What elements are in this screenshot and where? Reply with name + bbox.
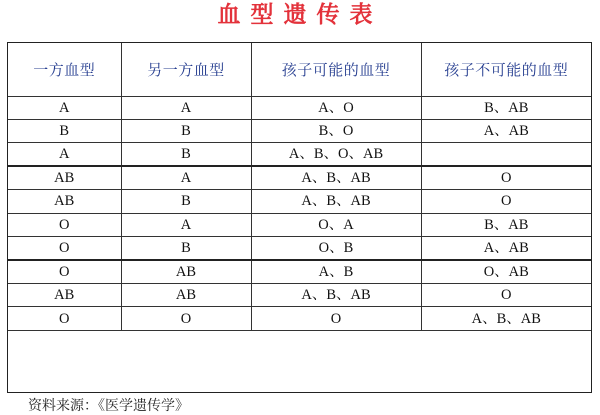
table-row xyxy=(8,307,591,330)
cell-child-impossible: A、AB xyxy=(421,119,591,142)
cell-child-impossible: A、AB xyxy=(421,237,591,261)
table-row xyxy=(8,96,591,119)
cell-child-impossible: A、B、AB xyxy=(421,307,591,330)
cell-parent-one: O xyxy=(8,307,121,330)
cell-parent-one: A xyxy=(8,96,121,119)
cell-parent-two: B xyxy=(121,190,251,213)
cell-child-impossible: O xyxy=(421,166,591,190)
cell-parent-one: AB xyxy=(8,166,121,190)
cell-parent-two: B xyxy=(121,119,251,142)
cell-parent-one: AB xyxy=(8,284,121,307)
cell-child-impossible: B、AB xyxy=(421,96,591,119)
cell-parent-one: O xyxy=(8,213,121,236)
cell-child-impossible: B、AB xyxy=(421,213,591,236)
cell-parent-one: A xyxy=(8,143,121,167)
cell-child-possible: O、A xyxy=(251,213,421,236)
table-row xyxy=(8,213,591,236)
header-parent-two: 另一方血型 xyxy=(121,43,251,96)
cell-child-possible: B、O xyxy=(251,119,421,142)
cell-child-possible: O、B xyxy=(251,237,421,261)
cell-child-impossible: O、AB xyxy=(421,260,591,284)
cell-parent-two: A xyxy=(121,213,251,236)
cell-child-impossible: O xyxy=(421,190,591,213)
cell-parent-two: B xyxy=(121,237,251,261)
cell-parent-two: B xyxy=(121,143,251,167)
source-note: 资料来源：《医学遗传学》 xyxy=(28,398,189,414)
cell-parent-two: AB xyxy=(121,284,251,307)
cell-parent-two: A xyxy=(121,96,251,119)
blood-type-table-frame xyxy=(7,42,592,414)
cell-child-possible: A、O xyxy=(251,96,421,119)
cell-child-possible: O xyxy=(251,307,421,330)
cell-parent-two: AB xyxy=(121,260,251,284)
cell-child-possible: A、B xyxy=(251,260,421,284)
header-child-possible: 孩子可能的血型 xyxy=(251,43,421,96)
cell-parent-one: B xyxy=(8,119,121,142)
cell-child-impossible xyxy=(421,143,591,167)
cell-child-possible: A、B、AB xyxy=(251,166,421,190)
header-parent-one: 一方血型 xyxy=(8,43,121,96)
cell-parent-two: O xyxy=(121,307,251,330)
table-header-row xyxy=(8,43,591,96)
blood-type-table xyxy=(8,43,591,331)
table-row xyxy=(8,190,591,213)
header-child-impossible: 孩子不可能的血型 xyxy=(421,43,591,96)
cell-parent-one: AB xyxy=(8,190,121,213)
cell-child-possible: A、B、AB xyxy=(251,190,421,213)
table-row xyxy=(8,166,591,190)
table-row xyxy=(8,119,591,142)
cell-parent-two: A xyxy=(121,166,251,190)
cell-child-impossible: O xyxy=(421,284,591,307)
page-title: 血型遗传表 xyxy=(217,1,383,28)
table-row xyxy=(8,284,591,307)
cell-parent-one: O xyxy=(8,260,121,284)
cell-child-possible: A、B、O、AB xyxy=(251,143,421,167)
table-row xyxy=(8,143,591,167)
cell-child-possible: A、B、AB xyxy=(251,284,421,307)
table-row xyxy=(8,260,591,284)
cell-parent-one: O xyxy=(8,237,121,261)
table-row xyxy=(8,237,591,261)
